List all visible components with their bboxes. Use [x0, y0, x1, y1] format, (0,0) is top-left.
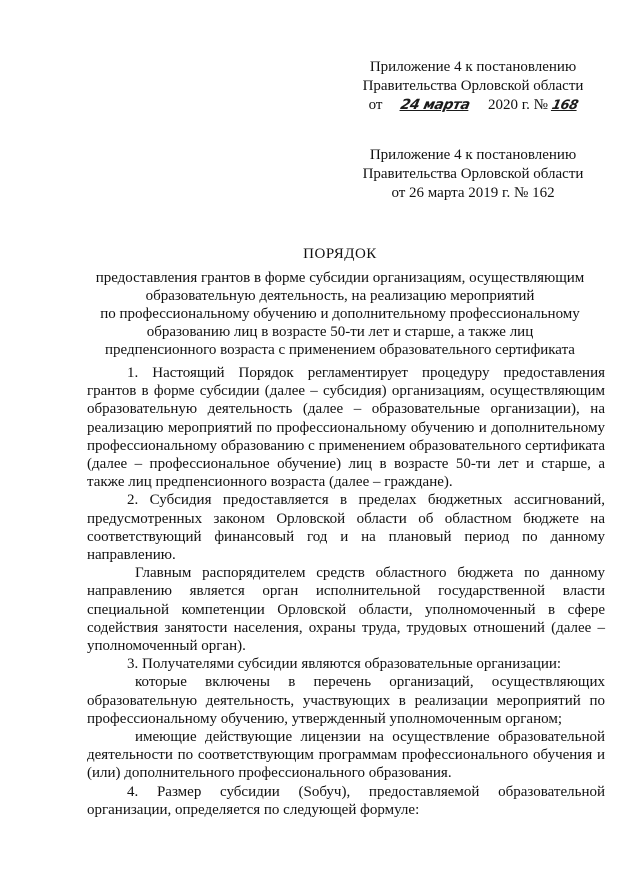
paragraph-2: 2. Субсидия предоставляется в пределах бюджетных ассигнований, предусмотренных законом Орловской области об областном бюджете на соответствующий финансовый год и на плановый период по данному направлению.	[87, 492, 605, 564]
annex-original-line-3: от 26 марта 2019 г. № 162	[391, 185, 555, 201]
paragraph-4: 4. Размер субсидии (Sобуч), предоставляемой образовательной организации, определяется по следующей формуле:	[87, 783, 605, 818]
title-line: предпенсионного возраста с применением образовательного сертификата	[105, 342, 575, 358]
document-body	[87, 364, 605, 819]
title-line: по профессиональному обучению и дополнительному профессиональному	[100, 306, 580, 322]
title-heading: ПОРЯДОК	[303, 246, 377, 262]
annex-header-amended	[343, 58, 603, 115]
title-line: предоставления грантов в форме субсидии организациям, осуществляющим	[95, 270, 585, 286]
annex-line-2: Правительства Орловской области	[362, 78, 584, 94]
annex-original-line-1: Приложение 4 к постановлению	[369, 147, 577, 163]
date-year: 2020 г. №	[487, 97, 548, 113]
handwritten-date: 24 марта	[399, 97, 472, 113]
paragraph-1: 1. Настоящий Порядок регламентирует процедуру предоставления грантов в форме субсидии (далее – субсидия) организациям, осуществляющим образовательную деятельность (далее – образовательные организации), на реализацию мероприятий по профессиональному обучению и дополнительному профессиональному образованию с применением образовательного сертификата (далее – профессиональное обучение) лиц в возрасте 50-ти лет и старше, а также лиц предпенсионного возраста (далее – граждане).	[87, 365, 605, 491]
paragraph-recipients-condition-1: которые включены в перечень организаций, осуществляющих образовательную деятельность, участвующих в реализации мероприятий по профессиональному обучению, утвержденный уполномоченным органом;	[87, 674, 605, 727]
document-title	[60, 245, 620, 359]
handwritten-number: 168	[550, 98, 579, 113]
paragraph-3: 3. Получателями субсидии являются образовательные организации:	[127, 656, 562, 673]
annex-original-line-2: Правительства Орловской области	[362, 166, 584, 182]
title-line: образовательную деятельность, на реализацию мероприятий	[145, 288, 535, 304]
date-prefix: от	[368, 97, 383, 113]
paragraph-main-administrator: Главным распорядителем средств областного бюджета по данному направлению является орган исполнительной государственной власти специальной компетенции Орловской области, уполномоченный в сфере содействия занятости населения, охраны труда, трудовых отношений (далее – уполномоченный орган).	[87, 565, 605, 655]
annex-line-1: Приложение 4 к постановлению	[369, 59, 577, 75]
title-line: образованию лиц в возрасте 50-ти лет и старше, а также лиц	[146, 324, 534, 340]
annex-header-original	[343, 146, 603, 203]
annex-date-line	[343, 96, 603, 115]
paragraph-recipients-condition-2: имеющие действующие лицензии на осуществление образовательной деятельности по соответствующим программам профессионального обучения и (или) дополнительного профессионального образования.	[87, 729, 605, 782]
